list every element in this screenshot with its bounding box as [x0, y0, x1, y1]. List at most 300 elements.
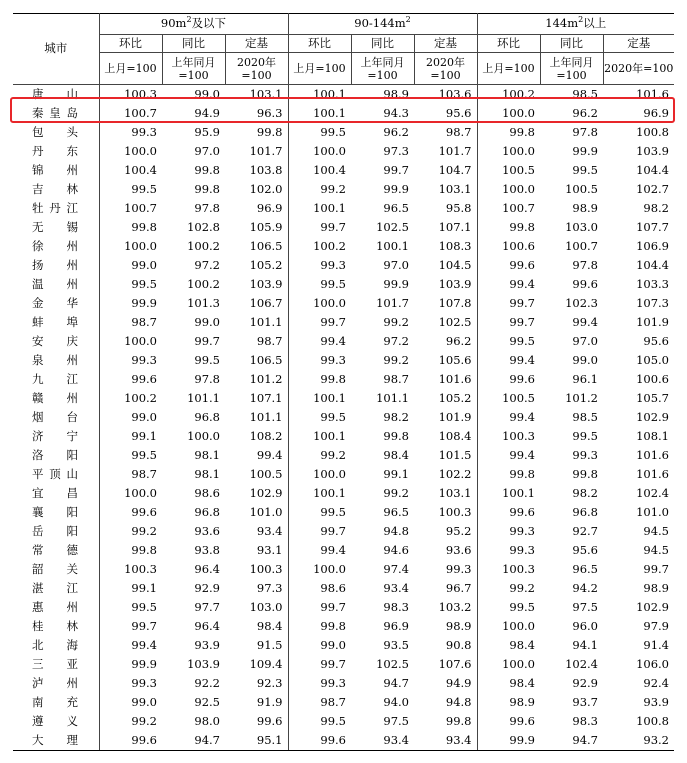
index-value: 96.8: [572, 504, 598, 519]
index-value: 102.7: [636, 181, 669, 196]
index-value: 99.1: [383, 466, 409, 481]
base-header: 2020年=100: [225, 53, 288, 85]
index-value: 99.6: [477, 712, 540, 731]
index-value: 99.5: [288, 712, 351, 731]
table-row: [13, 503, 674, 522]
index-value: 99.2: [288, 446, 351, 465]
table-row: [13, 142, 674, 161]
index-value: 94.8: [383, 523, 409, 538]
index-value: 100.0: [477, 617, 540, 636]
city-char: 徐: [32, 238, 44, 253]
index-value: 101.1: [187, 390, 220, 405]
table-row: [13, 313, 674, 332]
index-value: 99.8: [383, 428, 409, 443]
index-value: 98.7: [99, 465, 162, 484]
city-char: 安: [32, 333, 44, 348]
index-value: 100.2: [288, 237, 351, 256]
table-row: [13, 731, 674, 751]
index-value: 99.7: [288, 655, 351, 674]
index-value: 100.5: [477, 161, 540, 180]
city-char: 山: [66, 86, 78, 101]
city-char: 吉: [32, 181, 44, 196]
index-value: 99.4: [288, 332, 351, 351]
table-row: [13, 579, 674, 598]
city-char: 江: [66, 371, 78, 386]
index-value: 102.5: [376, 219, 409, 234]
index-value: 99.1: [99, 427, 162, 446]
index-value: 93.6: [445, 542, 472, 557]
city-name: [13, 408, 99, 427]
index-value: 108.1: [636, 428, 669, 443]
index-value: 100.3: [99, 560, 162, 579]
index-value: 106.9: [636, 238, 669, 253]
index-value: 93.5: [383, 637, 409, 652]
index-value: 101.7: [376, 295, 409, 310]
index-value: 99.0: [572, 352, 598, 367]
index-value: 97.8: [572, 124, 598, 139]
index-value: 95.9: [194, 124, 220, 139]
index-value: 105.9: [249, 219, 283, 234]
city-char: 锡: [66, 219, 78, 234]
index-value: 97.3: [383, 143, 409, 158]
city-char: 州: [66, 276, 78, 291]
city-char: 丹: [32, 143, 44, 158]
index-value: 99.4: [288, 541, 351, 560]
city-name: [13, 446, 99, 465]
index-value: 98.6: [194, 485, 220, 500]
index-value: 99.7: [477, 313, 540, 332]
city-name: [13, 503, 99, 522]
table-row: [13, 256, 674, 275]
city-char: 襄: [32, 504, 44, 519]
index-value: 99.3: [572, 447, 598, 462]
index-value: 93.6: [194, 523, 220, 538]
index-value: 98.4: [256, 618, 283, 633]
index-value: 96.8: [194, 409, 220, 424]
index-value: 92.9: [572, 675, 598, 690]
index-value: 100.4: [288, 161, 351, 180]
index-value: 97.0: [572, 333, 598, 348]
city-name: [13, 427, 99, 446]
index-value: 103.1: [438, 485, 472, 500]
index-value: 98.3: [572, 713, 598, 728]
index-value: 99.4: [99, 636, 162, 655]
index-value: 99.5: [288, 503, 351, 522]
index-value: 94.7: [383, 675, 409, 690]
index-value: 99.8: [194, 162, 220, 177]
city-char: 州: [66, 390, 78, 405]
index-value: 103.6: [438, 86, 472, 101]
index-value: 99.7: [643, 561, 669, 576]
index-value: 95.1: [225, 731, 288, 751]
index-value: 99.5: [99, 275, 162, 294]
index-value: 99.7: [288, 598, 351, 617]
index-value: 99.5: [288, 275, 351, 294]
index-value: 99.6: [477, 503, 540, 522]
index-value: 95.6: [572, 542, 598, 557]
index-value: 96.9: [256, 200, 283, 215]
index-value: 98.9: [643, 580, 669, 595]
index-value: 102.4: [636, 485, 669, 500]
city-name: [13, 617, 99, 636]
index-value: 99.3: [445, 561, 472, 576]
city-char: 九: [32, 371, 44, 386]
table-row: [13, 598, 674, 617]
city-char: 岛: [66, 105, 78, 120]
index-value: 94.6: [383, 542, 409, 557]
index-value: 100.6: [636, 371, 669, 386]
index-value: 93.7: [572, 694, 598, 709]
index-value: 96.5: [383, 504, 409, 519]
index-value: 99.5: [572, 162, 598, 177]
index-value: 97.0: [194, 143, 220, 158]
index-value: 99.5: [99, 180, 162, 199]
city-name: [13, 199, 99, 218]
index-value: 98.1: [194, 466, 220, 481]
index-value: 103.9: [187, 656, 220, 671]
index-value: 100.0: [288, 560, 351, 579]
index-value: 99.5: [288, 408, 351, 427]
city-name: [13, 674, 99, 693]
city-char: 关: [66, 561, 78, 576]
index-value: 101.6: [636, 86, 669, 101]
index-value: 97.8: [194, 371, 220, 386]
index-value: 91.4: [643, 637, 669, 652]
index-value: 97.9: [643, 618, 669, 633]
city-char: 理: [66, 732, 78, 747]
city-char: 遵: [32, 713, 44, 728]
index-value: 100.2: [477, 85, 540, 105]
index-value: 99.6: [477, 256, 540, 275]
index-value: 94.9: [194, 105, 220, 120]
index-value: 105.2: [438, 390, 472, 405]
index-value: 96.3: [256, 105, 283, 120]
index-value: 100.1: [477, 484, 540, 503]
index-value: 100.0: [288, 142, 351, 161]
index-value: 106.7: [249, 295, 283, 310]
index-value: 99.8: [445, 713, 472, 728]
table-row: [13, 522, 674, 541]
index-value: 100.1: [288, 85, 351, 105]
index-value: 100.3: [99, 85, 162, 105]
city-char: 华: [66, 295, 78, 310]
index-value: 99.2: [383, 314, 409, 329]
index-value: 99.8: [477, 123, 540, 142]
index-value: 99.3: [288, 256, 351, 275]
index-value: 99.5: [572, 428, 598, 443]
table-row: [13, 351, 674, 370]
index-value: 98.7: [383, 371, 409, 386]
index-value: 99.7: [99, 617, 162, 636]
index-value: 100.3: [477, 560, 540, 579]
index-value: 99.0: [194, 314, 220, 329]
index-value: 98.7: [99, 313, 162, 332]
index-value: 98.2: [572, 485, 598, 500]
sub-header-base: 定基: [603, 35, 674, 53]
index-value: 100.0: [187, 428, 220, 443]
index-value: 102.5: [438, 314, 472, 329]
index-value: 101.6: [438, 371, 472, 386]
city-name: [13, 731, 99, 751]
group-header-medium: $90-144m^2$: [288, 14, 477, 35]
index-value: 91.5: [256, 637, 283, 652]
index-value: 100.1: [288, 199, 351, 218]
city-name: [13, 161, 99, 180]
index-value: 99.8: [99, 218, 162, 237]
index-value: 101.7: [438, 143, 472, 158]
index-value: 96.9: [383, 618, 409, 633]
base-header: 上年同月=100: [540, 53, 603, 85]
index-value: 101.7: [249, 143, 283, 158]
city-char: 大: [32, 732, 44, 747]
city-char: 扬: [32, 257, 44, 272]
index-value: 97.8: [194, 200, 220, 215]
index-value: 107.1: [438, 219, 472, 234]
city-name: [13, 712, 99, 731]
index-value: 96.9: [643, 105, 669, 120]
table-row: [13, 712, 674, 731]
index-value: 99.2: [383, 352, 409, 367]
city-char: 洛: [32, 447, 44, 462]
sub-header-mom: 环比: [288, 35, 351, 53]
city-char: 常: [32, 542, 44, 557]
table-row: [13, 674, 674, 693]
table-row: [13, 465, 674, 484]
index-value: 102.9: [249, 485, 283, 500]
index-value: 99.0: [194, 86, 220, 101]
index-value: 98.2: [643, 200, 669, 215]
index-value: 99.4: [256, 447, 283, 462]
city-char: 泉: [32, 352, 44, 367]
base-header: 上月=100: [99, 53, 162, 85]
index-value: 93.2: [603, 731, 674, 751]
table-row: [13, 218, 674, 237]
index-value: 96.2: [383, 124, 409, 139]
index-value: 100.0: [99, 237, 162, 256]
city-char: 唐: [32, 86, 44, 101]
table-row: [13, 408, 674, 427]
index-value: 99.8: [194, 181, 220, 196]
city-char: 州: [66, 675, 78, 690]
index-value: 100.0: [99, 484, 162, 503]
base-header: 上月=100: [477, 53, 540, 85]
index-value: 105.0: [636, 352, 669, 367]
index-value: 90.8: [445, 637, 472, 652]
index-value: 92.7: [572, 523, 598, 538]
index-value: 92.5: [194, 694, 220, 709]
city-name: [13, 370, 99, 389]
index-value: 97.2: [383, 333, 409, 348]
table-row: [13, 199, 674, 218]
city-char: 台: [66, 409, 78, 424]
city-name: [13, 332, 99, 351]
city-char: 金: [32, 295, 44, 310]
sub-header-base: 定基: [414, 35, 477, 53]
index-value: 101.9: [438, 409, 472, 424]
index-value: 100.3: [438, 504, 472, 519]
table-row: [13, 275, 674, 294]
city-char: 北: [32, 637, 44, 652]
index-value: 105.6: [438, 352, 472, 367]
index-value: 102.8: [187, 219, 220, 234]
table-row: [13, 123, 674, 142]
index-value: 99.0: [99, 256, 162, 275]
index-value: 103.1: [438, 181, 472, 196]
index-value: 100.0: [477, 104, 540, 123]
city-char: 三: [32, 656, 44, 671]
index-value: 99.5: [194, 352, 220, 367]
index-value: 100.1: [288, 389, 351, 408]
index-value: 99.6: [288, 731, 351, 751]
index-value: 99.4: [477, 351, 540, 370]
sub-header-yoy: 同比: [162, 35, 225, 53]
index-value: 106.5: [249, 238, 283, 253]
index-value: 100.7: [477, 199, 540, 218]
city-char: 烟: [32, 409, 44, 424]
city-char: 湛: [32, 580, 44, 595]
index-value: 99.6: [256, 713, 283, 728]
city-char: 州: [66, 257, 78, 272]
index-value: 100.7: [99, 104, 162, 123]
city-name: [13, 294, 99, 313]
index-value: 101.1: [249, 409, 283, 424]
base-header: 上年同月=100: [351, 53, 414, 85]
index-value: 100.2: [99, 389, 162, 408]
price-index-table: [13, 13, 674, 751]
city-char: 州: [66, 599, 78, 614]
index-value: 103.9: [438, 276, 472, 291]
index-value: 96.5: [383, 200, 409, 215]
city-name: [13, 237, 99, 256]
index-value: 101.0: [636, 504, 669, 519]
index-value: 96.4: [194, 561, 220, 576]
city-char: 充: [66, 694, 78, 709]
index-value: 96.4: [194, 618, 220, 633]
city-char: 宁: [66, 428, 78, 443]
city-name: [13, 522, 99, 541]
city-name: [13, 123, 99, 142]
index-value: 99.3: [288, 351, 351, 370]
index-value: 100.3: [477, 427, 540, 446]
index-value: 94.5: [643, 542, 669, 557]
index-value: 92.4: [643, 675, 669, 690]
index-value: 103.9: [249, 276, 283, 291]
index-value: 108.3: [438, 238, 472, 253]
index-value: 101.2: [565, 390, 598, 405]
group-header-large: $144m^2$以上: [477, 14, 674, 35]
index-value: 103.9: [636, 143, 669, 158]
index-value: 98.1: [194, 447, 220, 462]
city-name: [13, 465, 99, 484]
index-value: 99.3: [99, 674, 162, 693]
index-value: 97.0: [383, 257, 409, 272]
index-value: 100.5: [565, 181, 598, 196]
index-value: 107.6: [438, 656, 472, 671]
city-char: 韶: [32, 561, 44, 576]
city-char: 义: [66, 713, 78, 728]
index-value: 98.9: [383, 86, 409, 101]
index-value: 97.8: [572, 257, 598, 272]
index-value: 99.5: [288, 123, 351, 142]
index-value: 95.6: [445, 105, 472, 120]
city-char: 海: [66, 637, 78, 652]
index-value: 100.2: [187, 276, 220, 291]
city-name: [13, 218, 99, 237]
index-value: 99.5: [99, 598, 162, 617]
city-name: [13, 636, 99, 655]
index-value: 98.5: [572, 86, 598, 101]
table-row: [13, 693, 674, 712]
table-header: [13, 14, 674, 85]
index-value: 98.3: [383, 599, 409, 614]
index-value: 103.0: [249, 599, 283, 614]
index-value: 99.8: [572, 466, 598, 481]
index-value: 93.9: [194, 637, 220, 652]
index-value: 99.2: [99, 522, 162, 541]
city-char: 锦: [32, 162, 44, 177]
table-row: [13, 332, 674, 351]
index-value: 99.6: [477, 370, 540, 389]
index-value: 93.9: [643, 694, 669, 709]
city-char: 南: [32, 694, 44, 709]
table-row: [13, 389, 674, 408]
city-column-header: 城市: [13, 14, 99, 85]
index-value: 100.7: [99, 199, 162, 218]
city-char: 包: [32, 124, 44, 139]
table-row: [13, 655, 674, 674]
city-char: 州: [66, 238, 78, 253]
index-value: 91.9: [256, 694, 283, 709]
index-value: 98.9: [477, 693, 540, 712]
index-value: 92.2: [194, 675, 220, 690]
index-value: 98.5: [572, 409, 598, 424]
index-value: 101.3: [187, 295, 220, 310]
index-value: 98.9: [445, 618, 472, 633]
index-value: 107.8: [438, 295, 472, 310]
index-value: 99.2: [288, 180, 351, 199]
index-value: 96.8: [194, 504, 220, 519]
index-value: 97.3: [256, 580, 283, 595]
index-value: 101.9: [636, 314, 669, 329]
index-value: 103.3: [636, 276, 669, 291]
index-value: 103.0: [565, 219, 598, 234]
index-value: 93.4: [256, 523, 283, 538]
index-value: 95.2: [445, 523, 472, 538]
index-value: 104.4: [636, 257, 669, 272]
index-value: 102.4: [565, 656, 598, 671]
index-value: 101.0: [249, 504, 283, 519]
index-value: 100.1: [288, 104, 351, 123]
index-value: 100.1: [376, 238, 409, 253]
index-value: 105.7: [636, 390, 669, 405]
index-value: 97.4: [383, 561, 409, 576]
city-char: 山: [66, 466, 78, 481]
index-value: 92.9: [194, 580, 220, 595]
index-value: 99.3: [99, 123, 162, 142]
index-value: 99.0: [99, 408, 162, 427]
city-char: 秦: [32, 105, 44, 120]
index-value: 99.5: [477, 598, 540, 617]
city-char: 温: [32, 276, 44, 291]
index-value: 99.3: [477, 541, 540, 560]
index-value: 99.8: [477, 465, 540, 484]
index-value: 100.0: [288, 294, 351, 313]
index-value: 104.4: [636, 162, 669, 177]
index-value: 103.1: [249, 86, 283, 101]
index-value: 99.6: [99, 370, 162, 389]
city-name: [13, 693, 99, 712]
table-row: [13, 370, 674, 389]
